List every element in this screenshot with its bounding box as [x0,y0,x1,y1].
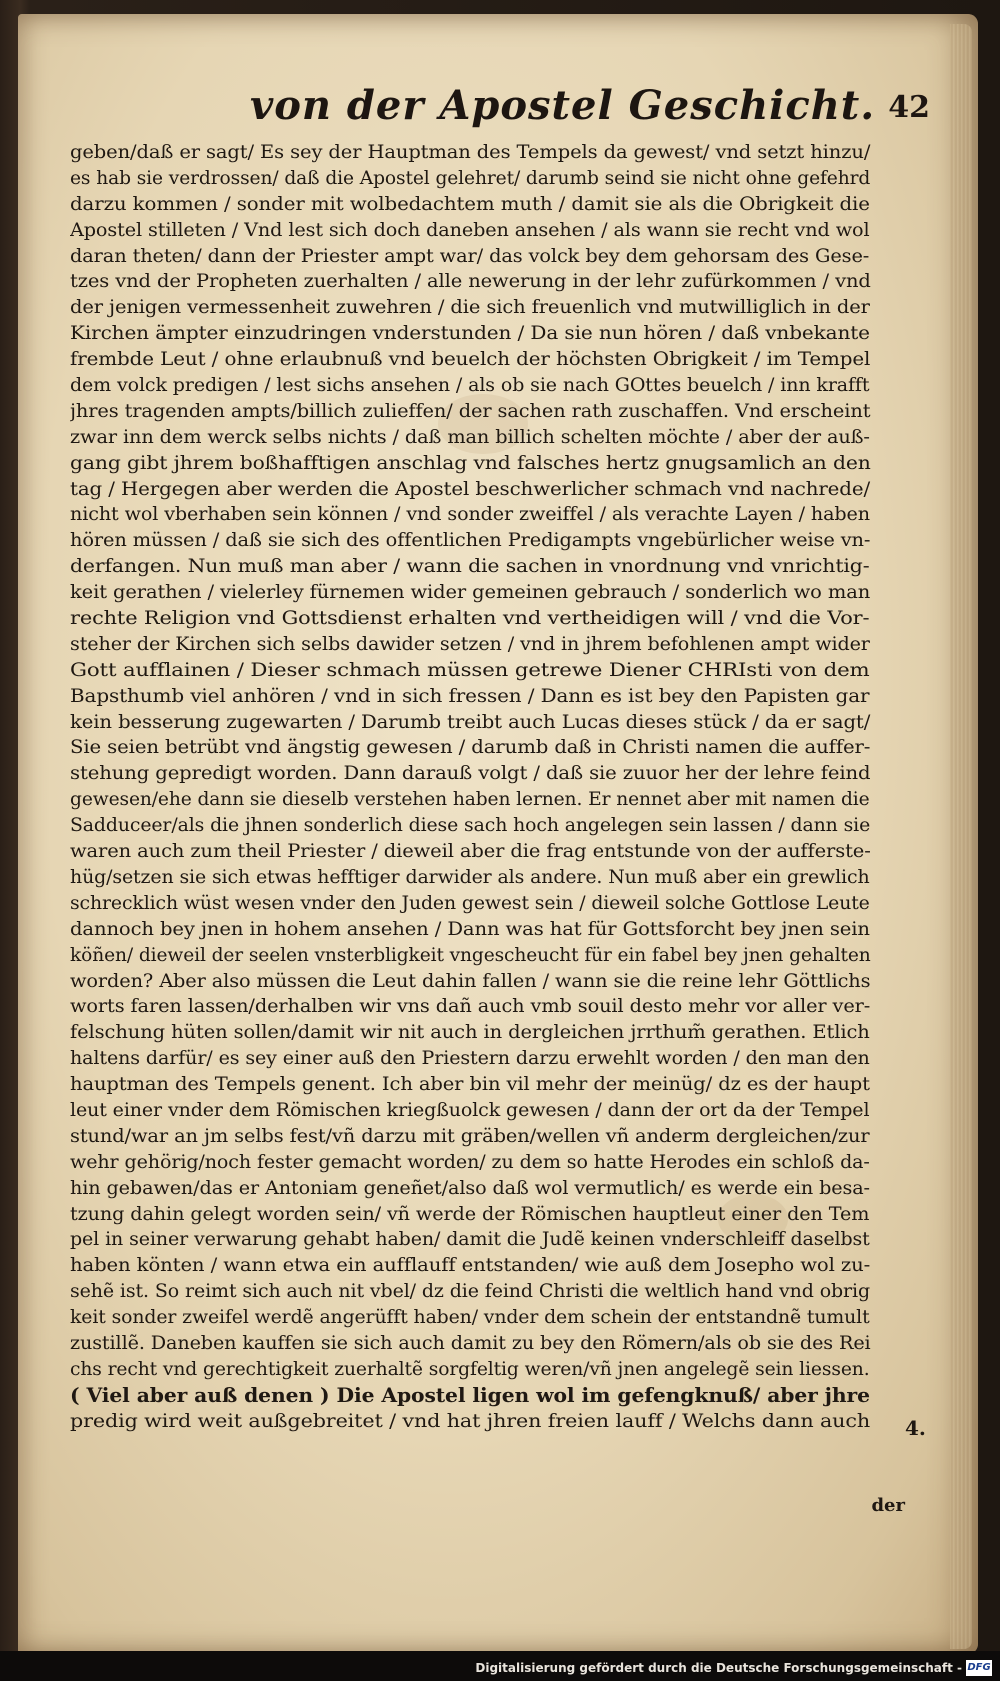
text-line: geben/daß er sagt/ Es sey der Hauptman des Tempels da gewest/ vnd setzt hinzu/ [70,142,871,163]
text-line: tzes vnd der Propheten zuerhalten / alle newerung in der lehr zufürkommen / vnd [70,271,871,293]
text-line: pel in seiner verwarung gehabt haben/ damit die Judẽ keinen vnderschleiff daselbst [70,1229,870,1251]
text-line: frembde Leut / ohne erlaubnuß vnd beuelch der höchsten Obrigkeit / im Tempel [70,349,871,371]
text-line: dannoch bey jnen in hohem ansehen / Dann was hat für Gottsforcht bey jnen sein [70,918,870,940]
marginal-section-number: 4. [905,1416,926,1440]
text-line: es hab sie verdrossen/ daß die Apostel gelehret/ darumb seind sie nicht ohne gefehrd [70,167,871,189]
body-text [70,140,870,1435]
text-line: hauptman des Tempels genent. Ich aber bin vil mehr der meinüg/ dz es der haupt [70,1074,870,1096]
text-line: haben könten / wann etwa ein aufflauff entstanden/ wie auß dem Josepho wol zu- [70,1255,871,1277]
footer-credit: Digitalisierung gefördert durch die Deutsche Forschungsgemeinschaft - [475,1661,962,1675]
text-line: hin gebawen/das er Antoniam geneñet/also daß wol vermutlich/ es werde ein besa- [70,1177,870,1199]
text-line: gang gibt jhrem boßhafftigen anschlag vnd falsches hertz gnugsamlich an den [70,452,871,474]
text-line: Kirchen ämpter einzudringen vnderstunden / Da sie nun hören / daß vnbekante [70,323,870,345]
text-line: köñen/ dieweil der seelen vnsterbligkeit vngescheucht für ein fabel bey jnen gehalten [70,944,871,966]
text-line: tag / Hergegen aber werden die Apostel beschwerlicher schmach vnd nachrede/ [70,478,871,500]
text-line: Apostel stilleten / Vnd lest sich doch daneben ansehen / als wann sie recht vnd wol [70,219,870,241]
page-edge [950,24,972,1649]
catchword: der [871,1495,905,1516]
text-line: dem volck predigen / lest sichs ansehen / als ob sie nach GOttes beuelch / inn krafft [70,375,870,397]
text-line: der jenigen vermessenheit zuwehren / die sich freuenlich vnd mutwilliglich in der [70,297,870,319]
text-line: daran theten/ dann der Priester ampt war/ das volck bey dem gehorsam des Gese- [70,245,870,267]
text-line: rechte Religion vnd Gottsdienst erhalten vnd vertheidigen will / vnd die Vor- [70,608,870,630]
dfg-logo: DFG [966,1660,992,1676]
text-line: predig wird weit außgebreitet / vnd hat jhren freien lauff / Welchs dann auch [70,1410,871,1432]
text-line: Gott aufflainen / Dieser schmach müssen getrewe Diener CHRIsti von dem [70,659,870,681]
text-line: derfangen. Nun muß man aber / wann die sachen in vnordnung vnd vnrichtig- [70,556,870,578]
text-line: zustillẽ. Daneben kauffen sie sich auch damit zu bey den Römern/als ob sie des Rei [70,1332,871,1354]
text-line: kein besserung zugewarten / Darumb treibt auch Lucas dieses stück / da er sagt/ [70,711,871,733]
text-line: hören müssen / daß sie sich des offentlichen Predigampts vngebürlicher weise vn- [70,530,871,552]
text-line: sehẽ ist. So reimt sich auch nit vbel/ dz die feind Christi die weltlich hand vnd obrig [70,1281,871,1303]
text-line: tzung dahin gelegt worden sein/ vñ werde der Römischen hauptleut einer den Tem [70,1203,870,1225]
text-line: steher der Kirchen sich selbs dawider setzen / vnd in jhrem befohlenen ampt wider [70,633,870,655]
text-line: wehr gehörig/noch fester gemacht worden/ zu dem so hatte Herodes ein schloß da- [70,1151,870,1173]
digitization-footer [0,1651,1000,1681]
text-line: keit sonder zweifel werdẽ angerüfft haben/ vnder dem schein der entstandnẽ tumult [70,1307,870,1329]
text-line: nicht wol vberhaben sein können / vnd sonder zweiffel / als verachte Layen / haben [70,504,870,526]
text-line: jhres tragenden ampts/billich zulieffen/ der sachen rath zuschaffen. Vnd erscheint [70,400,871,422]
text-line: schrecklich wüst wesen vnder den Juden gewest sein / dieweil solche Gottlose Leute [70,892,870,914]
running-head: von der Apostel Geschicht. [250,82,876,129]
text-line: worts faren lassen/derhalben wir vns dañ auch vmb souil desto mehr vor aller ver- [70,996,871,1018]
text-line: stund/war an jm selbs fest/vñ darzu mit gräben/wellen vñ anderm dergleichen/zur [70,1125,870,1147]
page-number: 42 [888,90,930,125]
text-line: darzu kommen / sonder mit wolbedachtem muth / damit sie als die Obrigkeit die [70,193,870,215]
text-line: Sadduceer/als die jhnen sonderlich diese sach hoch angelegen sein lassen / dann sie [70,815,871,837]
section-lead-line: ( Viel aber auß denen ) Die Apostel ligen wol im gefengknuß/ aber jhre [70,1382,870,1407]
text-line: Bapsthumb viel anhören / vnd in sich fressen / Dann es ist bey den Papisten gar [70,685,870,707]
text-line: gewesen/ehe dann sie dieselb verstehen haben lernen. Er nennet aber mit namen die [70,789,870,811]
text-line: keit gerathen / vielerley fürnemen wider gemeinen gebrauch / sonderlich wo man [70,582,871,604]
text-line: felschung hüten sollen/damit wir nit auch in dergleichen jrrthum̃ gerathen. Etlich [70,1022,870,1044]
text-line: stehung gepredigt worden. Dann darauß volgt / daß sie zuuor her der lehre feind [70,763,871,785]
text-line: Sie seien betrübt vnd ängstig gewesen / darumb daß in Christi namen die auffer- [70,737,871,759]
text-line: haltens darfür/ es sey einer auß den Priestern darzu erwehlt worden / den man den [70,1048,870,1070]
text-line: zwar inn dem werck selbs nichts / daß man billich schelten möchte / aber der auß- [70,426,870,448]
text-line: hüg/setzen sie sich etwas hefftiger darwider als andere. Nun muß aber ein grewlich [70,866,870,888]
page-header [60,82,960,142]
text-line: worden? Aber also müssen die Leut dahin fallen / wann sie die reine lehr Göttlichs [70,970,871,992]
text-line: leut einer vnder dem Römischen kriegßuolck gewesen / dann der ort da der Tempel [70,1099,870,1121]
text-line: waren auch zum theil Priester / dieweil aber die frag entstunde von der aufferste- [70,841,871,863]
text-line: chs recht vnd gerechtigkeit zuerhaltẽ sorgfeltig weren/vñ jnen angelegẽ sein liessen. [70,1358,870,1380]
